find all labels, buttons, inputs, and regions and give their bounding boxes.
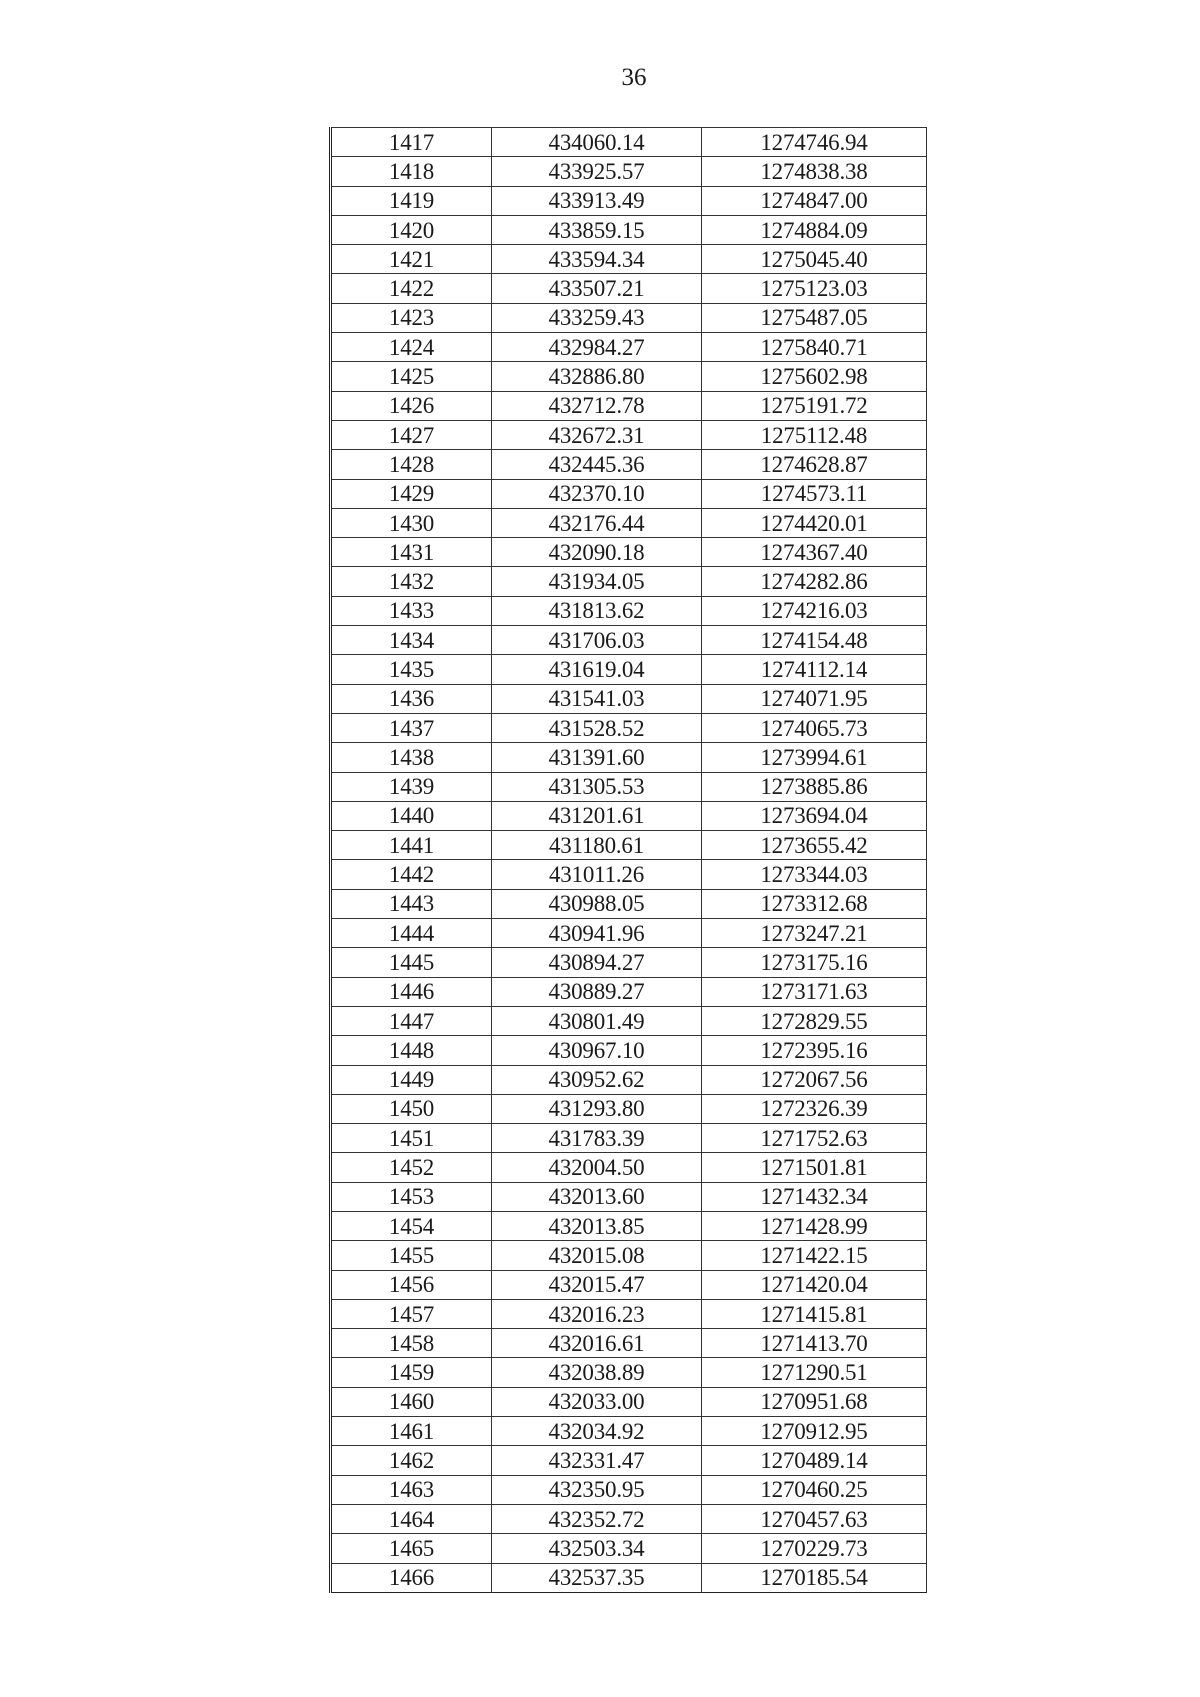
y-coordinate-cell: 1271420.04 <box>702 1270 927 1299</box>
y-coordinate-cell: 1272829.55 <box>702 1006 927 1035</box>
x-coordinate-cell: 432015.47 <box>492 1270 702 1299</box>
point-number-cell: 1437 <box>331 713 492 742</box>
x-coordinate-cell: 430894.27 <box>492 948 702 977</box>
table-row <box>331 1065 927 1094</box>
point-number-cell: 1440 <box>331 801 492 830</box>
point-number-cell: 1447 <box>331 1006 492 1035</box>
point-number-cell: 1458 <box>331 1329 492 1358</box>
table-row <box>331 333 927 362</box>
x-coordinate-cell: 430988.05 <box>492 889 702 918</box>
table-row <box>331 743 927 772</box>
y-coordinate-cell: 1273344.03 <box>702 860 927 889</box>
y-coordinate-cell: 1272326.39 <box>702 1094 927 1123</box>
y-coordinate-cell: 1274065.73 <box>702 713 927 742</box>
x-coordinate-cell: 431813.62 <box>492 596 702 625</box>
table-row <box>331 948 927 977</box>
y-coordinate-cell: 1271422.15 <box>702 1241 927 1270</box>
table-row <box>331 1241 927 1270</box>
y-coordinate-cell: 1274884.09 <box>702 215 927 244</box>
point-number-cell: 1423 <box>331 303 492 332</box>
y-coordinate-cell: 1275487.05 <box>702 303 927 332</box>
table-row <box>331 157 927 186</box>
y-coordinate-cell: 1274847.00 <box>702 186 927 215</box>
point-number-cell: 1430 <box>331 508 492 537</box>
point-number-cell: 1448 <box>331 1036 492 1065</box>
y-coordinate-cell: 1271290.51 <box>702 1358 927 1387</box>
point-number-cell: 1432 <box>331 567 492 596</box>
table-row <box>331 713 927 742</box>
point-number-cell: 1419 <box>331 186 492 215</box>
x-coordinate-cell: 432352.72 <box>492 1504 702 1533</box>
x-coordinate-cell: 432712.78 <box>492 391 702 420</box>
point-number-cell: 1429 <box>331 479 492 508</box>
y-coordinate-cell: 1274367.40 <box>702 538 927 567</box>
table-row <box>331 1094 927 1123</box>
table-row <box>331 479 927 508</box>
table-row <box>331 655 927 684</box>
y-coordinate-cell: 1271752.63 <box>702 1124 927 1153</box>
x-coordinate-cell: 431391.60 <box>492 743 702 772</box>
point-number-cell: 1463 <box>331 1475 492 1504</box>
table-row <box>331 1563 927 1592</box>
y-coordinate-cell: 1274282.86 <box>702 567 927 596</box>
point-number-cell: 1451 <box>331 1124 492 1153</box>
y-coordinate-cell: 1275045.40 <box>702 245 927 274</box>
table-body <box>331 128 927 1593</box>
point-number-cell: 1417 <box>331 128 492 157</box>
point-number-cell: 1420 <box>331 215 492 244</box>
point-number-cell: 1444 <box>331 919 492 948</box>
y-coordinate-cell: 1273247.21 <box>702 919 927 948</box>
table-row <box>331 1124 927 1153</box>
x-coordinate-cell: 431305.53 <box>492 772 702 801</box>
y-coordinate-cell: 1270185.54 <box>702 1563 927 1592</box>
table-row <box>331 919 927 948</box>
x-coordinate-cell: 432016.23 <box>492 1299 702 1328</box>
y-coordinate-cell: 1271415.81 <box>702 1299 927 1328</box>
x-coordinate-cell: 432886.80 <box>492 362 702 391</box>
y-coordinate-cell: 1274628.87 <box>702 450 927 479</box>
x-coordinate-cell: 432015.08 <box>492 1241 702 1270</box>
point-number-cell: 1461 <box>331 1417 492 1446</box>
y-coordinate-cell: 1274420.01 <box>702 508 927 537</box>
point-number-cell: 1459 <box>331 1358 492 1387</box>
table-row <box>331 1358 927 1387</box>
table-row <box>331 1299 927 1328</box>
table-row <box>331 362 927 391</box>
x-coordinate-cell: 431783.39 <box>492 1124 702 1153</box>
table-row <box>331 1417 927 1446</box>
point-number-cell: 1428 <box>331 450 492 479</box>
table-row <box>331 626 927 655</box>
point-number-cell: 1436 <box>331 684 492 713</box>
y-coordinate-cell: 1275602.98 <box>702 362 927 391</box>
point-number-cell: 1452 <box>331 1153 492 1182</box>
x-coordinate-cell: 432537.35 <box>492 1563 702 1592</box>
x-coordinate-cell: 432445.36 <box>492 450 702 479</box>
y-coordinate-cell: 1273885.86 <box>702 772 927 801</box>
point-number-cell: 1450 <box>331 1094 492 1123</box>
x-coordinate-cell: 430967.10 <box>492 1036 702 1065</box>
y-coordinate-cell: 1273312.68 <box>702 889 927 918</box>
table-row <box>331 1329 927 1358</box>
point-number-cell: 1443 <box>331 889 492 918</box>
point-number-cell: 1465 <box>331 1534 492 1563</box>
y-coordinate-cell: 1274154.48 <box>702 626 927 655</box>
table-row <box>331 1446 927 1475</box>
x-coordinate-cell: 432370.10 <box>492 479 702 508</box>
x-coordinate-cell: 433259.43 <box>492 303 702 332</box>
point-number-cell: 1449 <box>331 1065 492 1094</box>
table-row <box>331 538 927 567</box>
y-coordinate-cell: 1272395.16 <box>702 1036 927 1065</box>
x-coordinate-cell: 432503.34 <box>492 1534 702 1563</box>
y-coordinate-cell: 1271432.34 <box>702 1182 927 1211</box>
point-number-cell: 1422 <box>331 274 492 303</box>
table-row <box>331 889 927 918</box>
x-coordinate-cell: 432004.50 <box>492 1153 702 1182</box>
y-coordinate-cell: 1273994.61 <box>702 743 927 772</box>
point-number-cell: 1454 <box>331 1211 492 1240</box>
x-coordinate-cell: 432034.92 <box>492 1417 702 1446</box>
y-coordinate-cell: 1272067.56 <box>702 1065 927 1094</box>
x-coordinate-cell: 432013.85 <box>492 1211 702 1240</box>
point-number-cell: 1433 <box>331 596 492 625</box>
y-coordinate-cell: 1275123.03 <box>702 274 927 303</box>
x-coordinate-cell: 432984.27 <box>492 333 702 362</box>
y-coordinate-cell: 1274112.14 <box>702 655 927 684</box>
y-coordinate-cell: 1270489.14 <box>702 1446 927 1475</box>
y-coordinate-cell: 1271413.70 <box>702 1329 927 1358</box>
table-row <box>331 450 927 479</box>
point-number-cell: 1445 <box>331 948 492 977</box>
x-coordinate-cell: 432090.18 <box>492 538 702 567</box>
point-number-cell: 1460 <box>331 1387 492 1416</box>
y-coordinate-cell: 1271428.99 <box>702 1211 927 1240</box>
table-row <box>331 1211 927 1240</box>
table-row <box>331 1504 927 1533</box>
point-number-cell: 1456 <box>331 1270 492 1299</box>
point-number-cell: 1457 <box>331 1299 492 1328</box>
x-coordinate-cell: 432350.95 <box>492 1475 702 1504</box>
x-coordinate-cell: 432672.31 <box>492 420 702 449</box>
x-coordinate-cell: 434060.14 <box>492 128 702 157</box>
y-coordinate-cell: 1273655.42 <box>702 831 927 860</box>
x-coordinate-cell: 430889.27 <box>492 977 702 1006</box>
y-coordinate-cell: 1275840.71 <box>702 333 927 362</box>
table-row <box>331 1270 927 1299</box>
point-number-cell: 1438 <box>331 743 492 772</box>
x-coordinate-cell: 431293.80 <box>492 1094 702 1123</box>
y-coordinate-cell: 1274838.38 <box>702 157 927 186</box>
table-row <box>331 772 927 801</box>
y-coordinate-cell: 1270460.25 <box>702 1475 927 1504</box>
point-number-cell: 1439 <box>331 772 492 801</box>
x-coordinate-cell: 432016.61 <box>492 1329 702 1358</box>
x-coordinate-cell: 431528.52 <box>492 713 702 742</box>
table-row <box>331 1036 927 1065</box>
point-number-cell: 1424 <box>331 333 492 362</box>
y-coordinate-cell: 1273694.04 <box>702 801 927 830</box>
x-coordinate-cell: 432038.89 <box>492 1358 702 1387</box>
point-number-cell: 1462 <box>331 1446 492 1475</box>
table-row <box>331 215 927 244</box>
y-coordinate-cell: 1270951.68 <box>702 1387 927 1416</box>
point-number-cell: 1446 <box>331 977 492 1006</box>
x-coordinate-cell: 433913.49 <box>492 186 702 215</box>
table-row <box>331 128 927 157</box>
x-coordinate-cell: 431180.61 <box>492 831 702 860</box>
x-coordinate-cell: 433859.15 <box>492 215 702 244</box>
x-coordinate-cell: 432013.60 <box>492 1182 702 1211</box>
x-coordinate-cell: 433594.34 <box>492 245 702 274</box>
table-row <box>331 596 927 625</box>
table-row <box>331 684 927 713</box>
y-coordinate-cell: 1274071.95 <box>702 684 927 713</box>
table-row <box>331 1153 927 1182</box>
table-row <box>331 977 927 1006</box>
y-coordinate-cell: 1270912.95 <box>702 1417 927 1446</box>
x-coordinate-cell: 431706.03 <box>492 626 702 655</box>
table-row <box>331 1475 927 1504</box>
table-row <box>331 831 927 860</box>
x-coordinate-cell: 431201.61 <box>492 801 702 830</box>
point-number-cell: 1434 <box>331 626 492 655</box>
x-coordinate-cell: 432331.47 <box>492 1446 702 1475</box>
point-number-cell: 1441 <box>331 831 492 860</box>
y-coordinate-cell: 1274216.03 <box>702 596 927 625</box>
x-coordinate-cell: 431934.05 <box>492 567 702 596</box>
table-row <box>331 391 927 420</box>
x-coordinate-cell: 430801.49 <box>492 1006 702 1035</box>
point-number-cell: 1431 <box>331 538 492 567</box>
y-coordinate-cell: 1274573.11 <box>702 479 927 508</box>
x-coordinate-cell: 431011.26 <box>492 860 702 889</box>
y-coordinate-cell: 1271501.81 <box>702 1153 927 1182</box>
table-row <box>331 508 927 537</box>
coordinates-table <box>329 127 927 1593</box>
x-coordinate-cell: 430941.96 <box>492 919 702 948</box>
y-coordinate-cell: 1275191.72 <box>702 391 927 420</box>
table-row <box>331 1182 927 1211</box>
table-row <box>331 245 927 274</box>
point-number-cell: 1442 <box>331 860 492 889</box>
x-coordinate-cell: 431619.04 <box>492 655 702 684</box>
table-row <box>331 1006 927 1035</box>
x-coordinate-cell: 432176.44 <box>492 508 702 537</box>
point-number-cell: 1453 <box>331 1182 492 1211</box>
table-row <box>331 860 927 889</box>
point-number-cell: 1418 <box>331 157 492 186</box>
x-coordinate-cell: 432033.00 <box>492 1387 702 1416</box>
y-coordinate-cell: 1273171.63 <box>702 977 927 1006</box>
point-number-cell: 1466 <box>331 1563 492 1592</box>
table-row <box>331 420 927 449</box>
table-row <box>331 186 927 215</box>
point-number-cell: 1427 <box>331 420 492 449</box>
table-row <box>331 303 927 332</box>
x-coordinate-cell: 431541.03 <box>492 684 702 713</box>
y-coordinate-cell: 1273175.16 <box>702 948 927 977</box>
page-number: 36 <box>621 64 647 91</box>
x-coordinate-cell: 433925.57 <box>492 157 702 186</box>
table-row <box>331 801 927 830</box>
point-number-cell: 1435 <box>331 655 492 684</box>
y-coordinate-cell: 1270457.63 <box>702 1504 927 1533</box>
y-coordinate-cell: 1275112.48 <box>702 420 927 449</box>
table-row <box>331 567 927 596</box>
point-number-cell: 1421 <box>331 245 492 274</box>
table-row <box>331 274 927 303</box>
table-row <box>331 1534 927 1563</box>
y-coordinate-cell: 1274746.94 <box>702 128 927 157</box>
point-number-cell: 1464 <box>331 1504 492 1533</box>
point-number-cell: 1455 <box>331 1241 492 1270</box>
table-row <box>331 1387 927 1416</box>
y-coordinate-cell: 1270229.73 <box>702 1534 927 1563</box>
point-number-cell: 1425 <box>331 362 492 391</box>
point-number-cell: 1426 <box>331 391 492 420</box>
x-coordinate-cell: 433507.21 <box>492 274 702 303</box>
x-coordinate-cell: 430952.62 <box>492 1065 702 1094</box>
